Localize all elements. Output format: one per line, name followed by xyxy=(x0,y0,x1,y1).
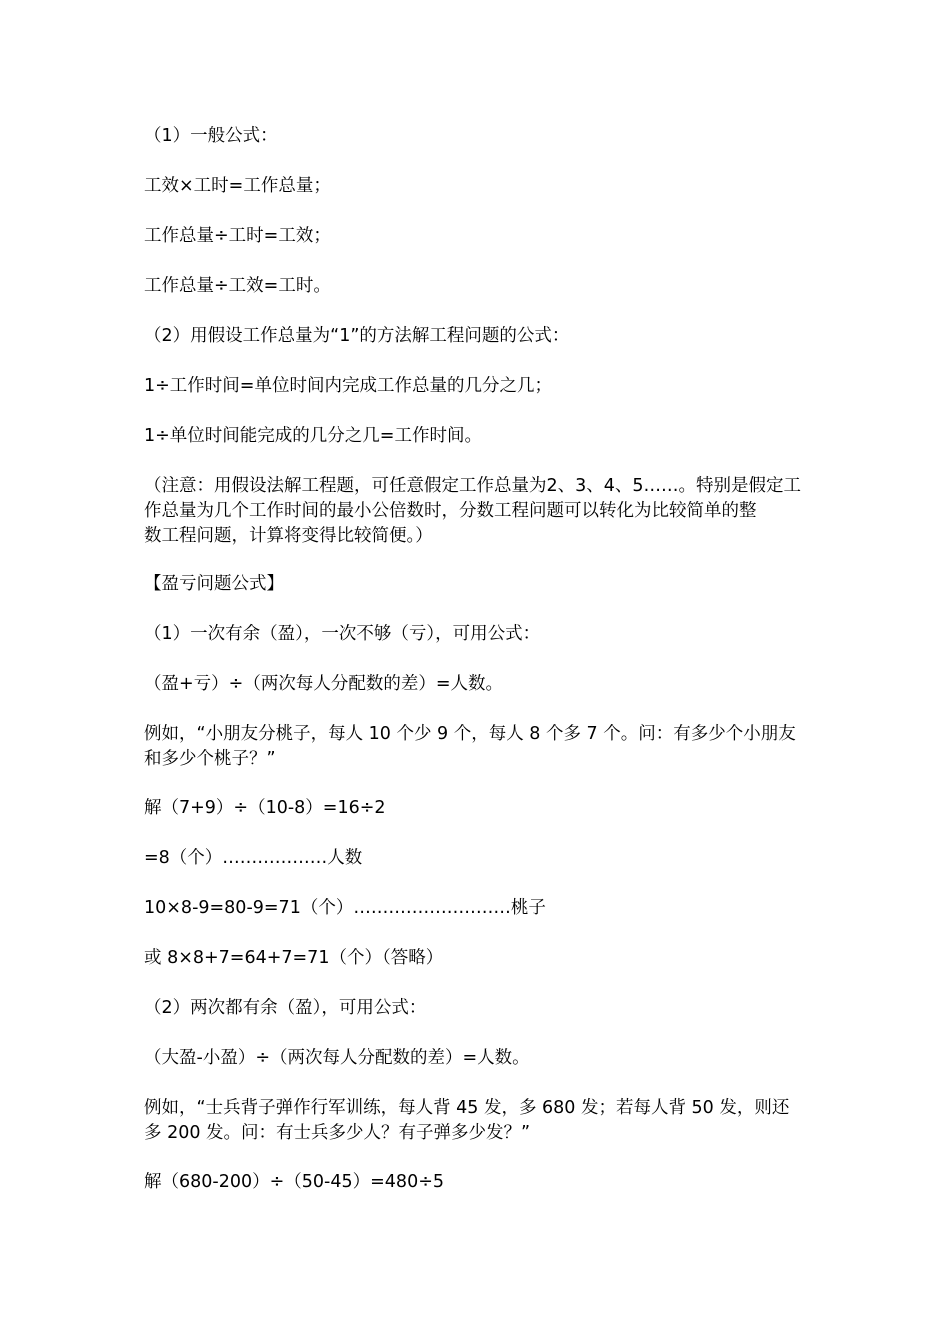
example-one: 例如，“小朋友分桃子，每人 10 个少 9 个，每人 8 个多 7 个。问：有多少个小朋友 和多少个桃子？” xyxy=(144,724,796,769)
solution-one-step-2: =8（个）………………人数 xyxy=(144,848,363,868)
formula-total-work: 工效×工时=工作总量； xyxy=(144,176,331,196)
solution-one-step-3: 10×8-9=80-9=71（个）………………………桃子 xyxy=(144,898,546,918)
case-one-heading: （1）一次有余（盈），一次不够（亏），可用公式： xyxy=(144,624,541,644)
formula-efficiency: 工作总量÷工时=工效； xyxy=(144,226,331,246)
case-two-formula: （大盈-小盈）÷（两次每人分配数的差）=人数。 xyxy=(144,1048,530,1068)
formula-heading-general: （1）一般公式： xyxy=(144,126,278,146)
solution-one-step-4: 或 8×8+7=64+7=71（个）（答略） xyxy=(144,948,444,968)
section-heading-surplus-deficit: 【盈亏问题公式】 xyxy=(144,574,284,594)
note-paragraph: （注意：用假设法解工程题，可任意假定工作总量为2、3、4、5……。特别是假定工 作总量为几个工作时间的最小公倍数时，分数工程问题可以转化为比较简单的整 数工程问题，计算将变得比较简便。） xyxy=(144,476,802,546)
formula-work-time: 工作总量÷工效=工时。 xyxy=(144,276,331,296)
case-one-formula: （盈+亏）÷（两次每人分配数的差）=人数。 xyxy=(144,674,503,694)
solution-one-step-1: 解（7+9）÷（10-8）=16÷2 xyxy=(144,798,386,818)
solution-two-step-1: 解（680-200）÷（50-45）=480÷5 xyxy=(144,1172,444,1192)
formula-time-from-fraction: 1÷单位时间能完成的几分之几=工作时间。 xyxy=(144,426,482,446)
case-two-heading: （2）两次都有余（盈），可用公式： xyxy=(144,998,427,1018)
formula-heading-assume-one: （2）用假设工作总量为“1”的方法解工程问题的公式： xyxy=(144,326,570,346)
formula-unit-fraction: 1÷工作时间=单位时间内完成工作总量的几分之几； xyxy=(144,376,552,396)
example-two: 例如，“士兵背子弹作行军训练，每人背 45 发，多 680 发；若每人背 50 发，则还 多 200 发。问：有士兵多少人？有子弹多少发？” xyxy=(144,1098,790,1143)
